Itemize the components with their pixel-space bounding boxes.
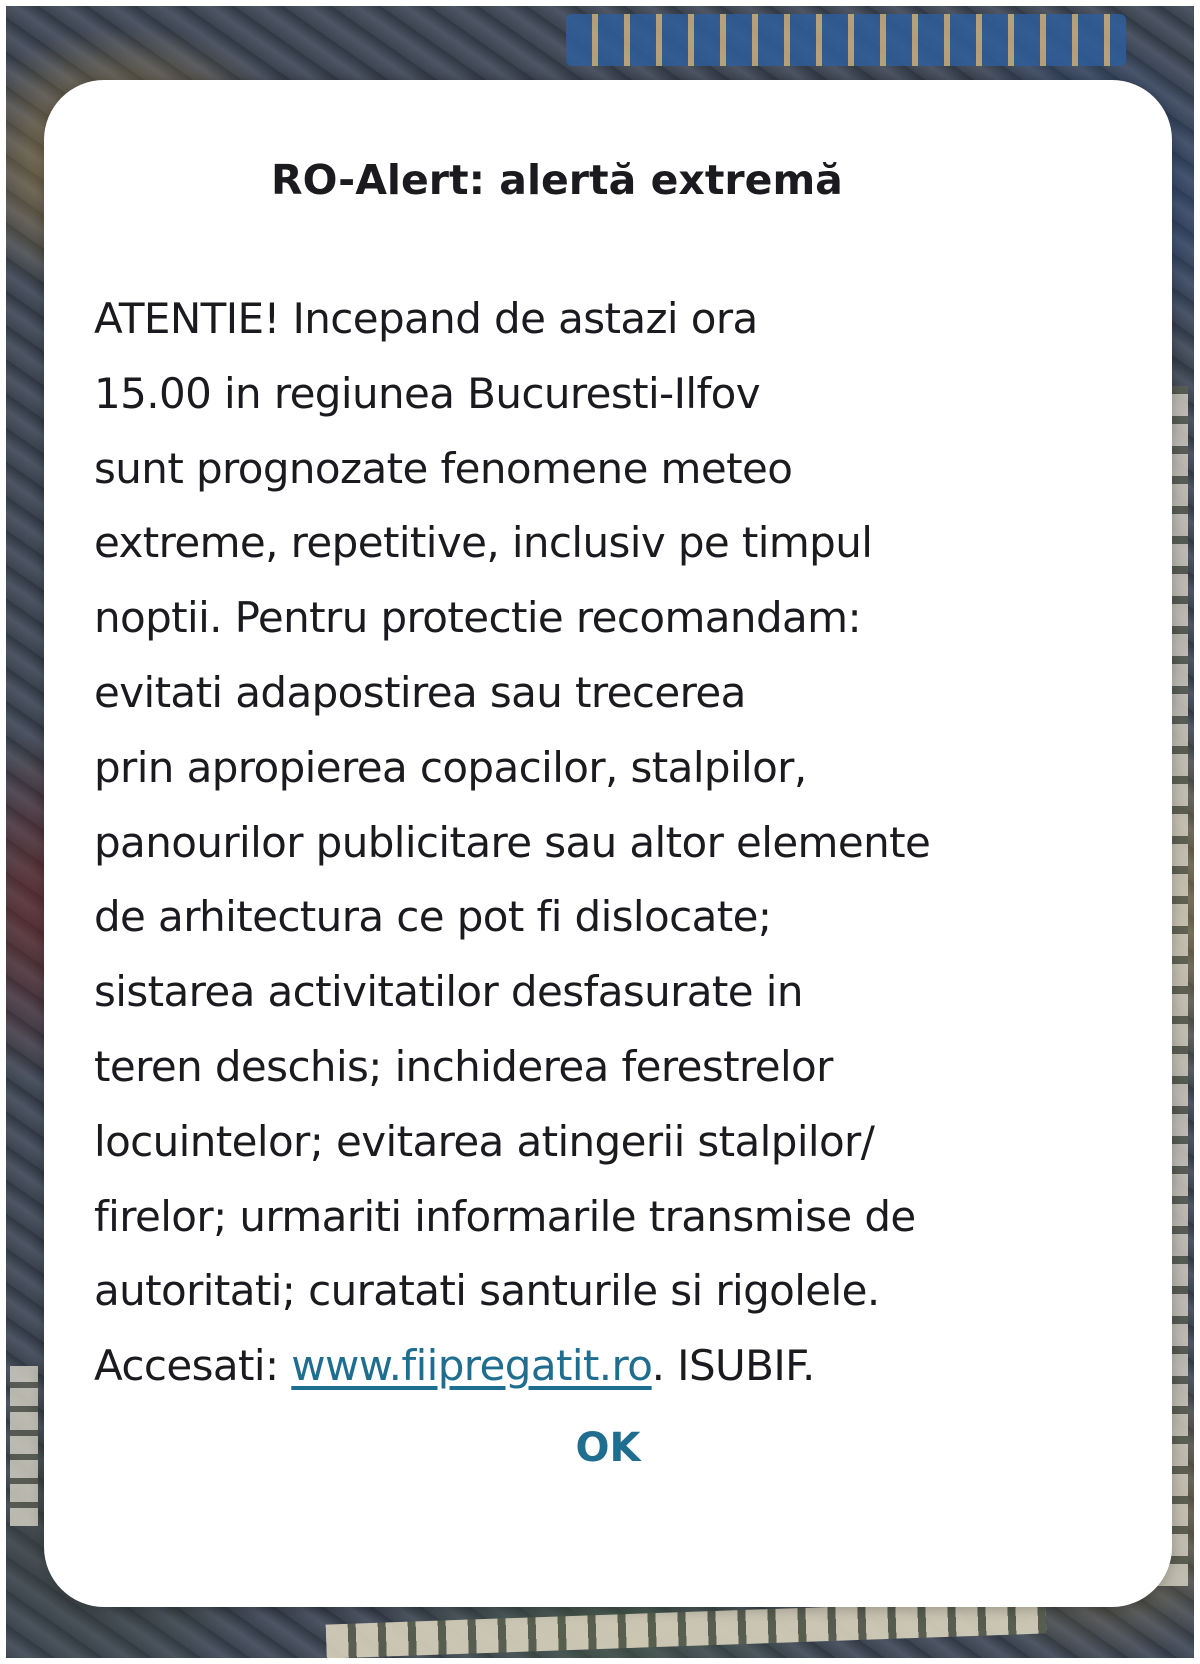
alert-message-last-line (94, 1329, 1122, 1404)
alert-message-line: firelor; urmariti informarile transmise de (94, 1191, 916, 1241)
alert-message (94, 282, 1122, 1404)
alert-message-line: noptii. Pentru protectie recomandam: (94, 593, 862, 643)
alert-message-line: de arhitectura ce pot fi dislocate; (94, 892, 772, 942)
emergency-alert-dialog (44, 80, 1172, 1607)
phone-screen (6, 6, 1194, 1658)
wallpaper-detail (10, 1366, 38, 1526)
alert-title: RO-Alert: alertă extremă (271, 156, 843, 204)
fiipregatit-link[interactable]: www.fiipregatit.ro (291, 1341, 652, 1391)
wallpaper-detail (566, 14, 1126, 66)
alert-message-line: locuintelor; evitarea atingerii stalpilor/ (94, 1116, 875, 1166)
alert-message-line: 15.00 in regiunea Bucuresti-Ilfov (94, 368, 761, 418)
alert-message-line: teren deschis; inchiderea ferestrelor (94, 1041, 833, 1091)
alert-message-line: prin apropierea copacilor, stalpilor, (94, 742, 807, 792)
access-suffix: . ISUBIF. (651, 1341, 815, 1391)
alert-message-line: ATENTIE! Incepand de astazi ora (94, 294, 758, 343)
alert-message-line: autoritati; curatati santurile si rigolele. (94, 1266, 880, 1316)
alert-message-line: panourilor publicitare sau altor elemente (94, 817, 931, 867)
wallpaper-detail (326, 1599, 1047, 1658)
alert-message-line: evitati adapostirea sau trecerea (94, 667, 746, 717)
access-prefix: Accesati: (94, 1341, 292, 1391)
alert-message-line: sistarea activitatilor desfasurate in (94, 967, 803, 1017)
ok-button[interactable]: OK (538, 1416, 678, 1480)
alert-message-line: extreme, repetitive, inclusiv pe timpul (94, 518, 873, 568)
alert-message-line: sunt prognozate fenomene meteo (94, 443, 793, 493)
